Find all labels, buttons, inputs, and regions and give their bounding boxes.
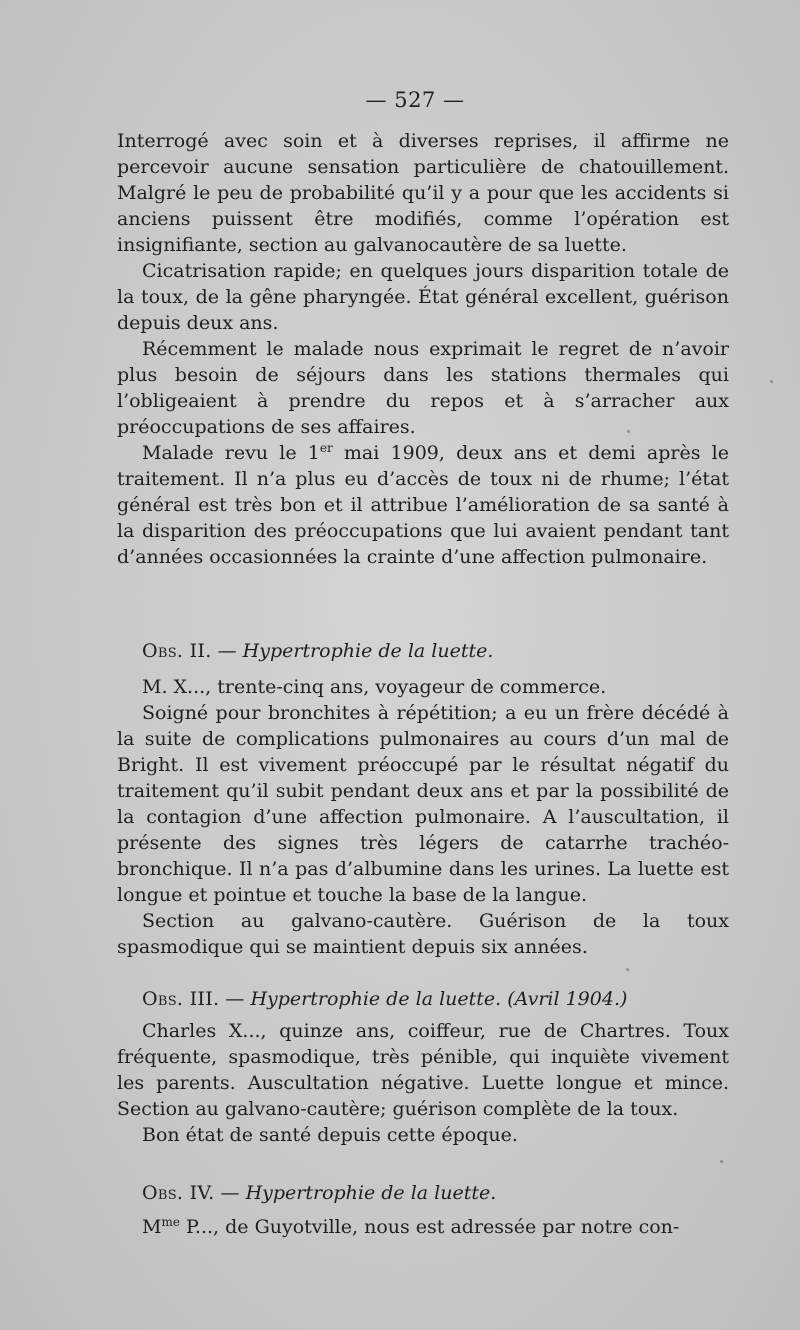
paragraph-interrogation: Interrogé avec soin et à diverses reprises, il affirme ne percevoir aucune sensation particulière de chatouillement. Malgré le peu de probabilité qu’il y a pour que les accidents si anciens puissent être modifiés, comme l’opération est insignifiante, section au galvanocautère de sa luette.	[117, 130, 729, 256]
obs3-dash: —	[219, 988, 251, 1010]
obs2-heading	[117, 638, 729, 664]
obs2-history: Soigné pour bronchites à répétition; a eu un frère décédé à la suite de complications pulmonaires au cours d’un mal de Bright. Il est vivement préoccupé par le résultat négatif du traitement qu’il subit pendant deux ans et par la possibilité de la contagion d’une affection pulmonaire. A l’auscultation, il présente des signes très légers de catarrhe trachéo-bronchique. Il n’a pas d’albumine dans les urines. La luette est longue et pointue et touche la base de la langue.	[117, 702, 729, 906]
paragraph-recemment: Récemment le malade nous exprimait le regret de n’avoir plus besoin de séjours dans les stations thermales qui l’obligeaient à prendre du repos et à s’arracher aux préoccupations de ses affaires.	[117, 338, 729, 438]
obs3-title: Hypertrophie de la luette. (Avril 1904.)	[250, 988, 628, 1010]
paragraph-malade-revu	[117, 440, 729, 570]
scan-speck	[626, 968, 629, 971]
scan-speck	[627, 430, 630, 433]
paragraph-cicatrisation: Cicatrisation rapide; en quelques jours disparition totale de la toux, de la gêne pharyngée. État général excellent, guérison depuis deux ans.	[117, 260, 729, 334]
obs2-dash: —	[211, 640, 243, 662]
scan-speck	[720, 1160, 723, 1163]
obs4-label: Obs. IV.	[142, 1182, 215, 1204]
obs4-patient	[117, 1214, 729, 1240]
obs4-patient-m: M	[142, 1216, 162, 1238]
obs2-title: Hypertrophie de la luette.	[242, 640, 494, 662]
obs2-section	[117, 638, 729, 960]
obs3-followup: Bon état de santé depuis cette époque.	[142, 1124, 518, 1146]
scan-speck	[770, 380, 773, 383]
obs4-heading	[117, 1180, 729, 1206]
malade-revu-text-start: Malade revu le 1	[142, 442, 320, 464]
obs3-heading	[117, 986, 729, 1012]
obs3-label: Obs. III.	[142, 988, 220, 1010]
obs4-dash: —	[214, 1182, 246, 1204]
obs3-patient: Charles X..., quinze ans, coiffeur, rue de Chartres. Toux fréquente, spasmodique, très pénible, qui inquiète vivement les parents. Auscultation négative. Luette longue et mince. Section au galvano-cautère; guérison complète de la toux.	[117, 1020, 729, 1120]
obs2-treatment: Section au galvano-cautère. Guérison de la toux spasmodique qui se maintient depuis six années.	[117, 910, 729, 958]
obs2-patient: M. X..., trente-cinq ans, voyageur de commerce.	[142, 676, 607, 698]
obs2-label: Obs. II.	[142, 640, 212, 662]
intro-section	[117, 128, 729, 570]
superscript-me: me	[161, 1215, 180, 1229]
obs4-section	[117, 1180, 729, 1240]
obs3-section	[117, 986, 729, 1148]
page-number: — 527 —	[365, 88, 465, 112]
obs4-patient-text: P..., de Guyotville, nous est adressée par notre con-	[179, 1216, 680, 1238]
superscript-er: er	[319, 441, 333, 455]
obs4-title: Hypertrophie de la luette.	[245, 1182, 497, 1204]
malade-revu-text-end: mai 1909, deux ans et demi après le traitement. Il n’a plus eu d’accès de toux ni de rhume; l’état général est très bon et il attribue l’amélioration de sa santé à la disparition des préoccupations que lui avaient pendant tant d’années occasionnées la crainte d’une affection pulmonaire.	[117, 442, 729, 568]
